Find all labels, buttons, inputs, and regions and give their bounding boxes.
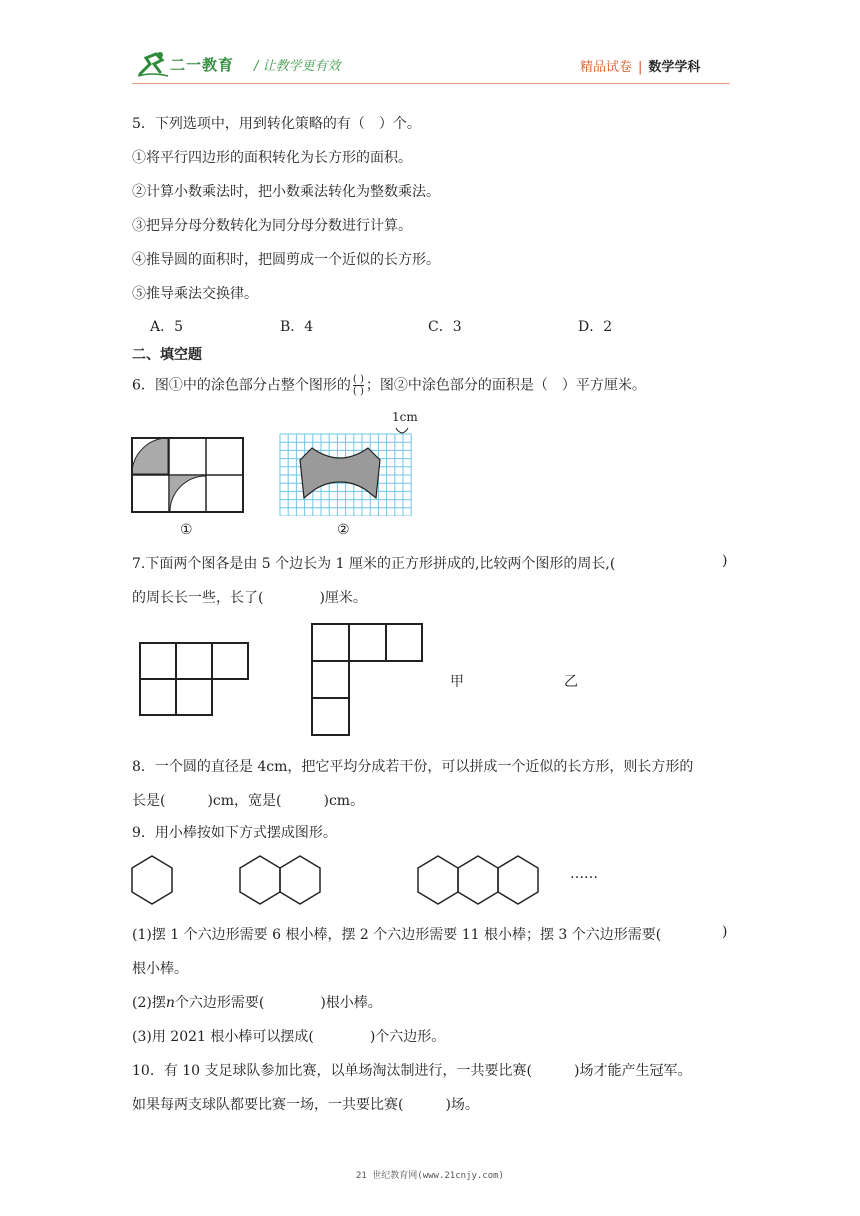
q7-figure-jia: [138, 641, 252, 719]
q7-line1-end: ): [722, 553, 728, 569]
q5-option-a: A．5: [150, 319, 184, 335]
brand-name: 二一教育: [170, 56, 235, 74]
q5-item-3: ③把异分母分数转化为同分母分数进行计算。: [132, 218, 412, 234]
q9-sub3: (3)用 2021 根小棒可以摆成( )个六边形。: [132, 1029, 446, 1045]
q6-figure-2: [278, 424, 412, 516]
footer-source: 21 世纪教育网(www.21cnjy.com): [356, 1171, 504, 1181]
q10-line1: 10．有 10 支足球队参加比赛，以单场淘汰制进行，一共要比赛( )场才能产生冠军。: [132, 1063, 692, 1079]
q7-label-jia: 甲: [450, 674, 464, 690]
q6-fig2-label: ②: [337, 522, 350, 538]
q9-sub1-cont: 根小棒。: [132, 961, 188, 977]
q9-hexagon-figures: [128, 854, 548, 906]
q6-frac-den: ( ): [352, 386, 364, 397]
q9-hex-1: [132, 856, 172, 904]
q9-sub2: [132, 992, 382, 1012]
q9-sub1: (1)摆 1 个六边形需要 6 根小棒，摆 2 个六边形需要 11 根小棒；摆 3 个六边形需要(: [132, 927, 662, 943]
q6-figure-1: [130, 436, 246, 516]
q6-fraction: [353, 374, 364, 397]
q9-hex-3a: [418, 856, 458, 904]
q6-fig2-shape: [300, 448, 380, 498]
q10-line2: 如果每两支球队都要比赛一场，一共要比赛( )场。: [132, 1097, 479, 1113]
header-tags: [580, 56, 700, 75]
q8-line2: 长是( )cm，宽是( )cm。: [132, 793, 365, 809]
q9-ellipsis: ……: [570, 866, 598, 882]
brand-slogan: / 让教学更有效: [254, 59, 341, 74]
q6-stem-a: 6．图①中的涂色部分占整个图形的: [132, 377, 351, 394]
q6-stem: [132, 374, 646, 397]
header-divider: [132, 83, 730, 84]
q9-hex-3c: [498, 856, 538, 904]
q5-option-d: D．2: [578, 319, 613, 335]
q5-option-b: B．4: [280, 319, 314, 335]
tag-quality-paper: 精品试卷: [580, 60, 633, 75]
q7-line2: 的周长长一些，长了( )厘米。: [132, 590, 367, 606]
q5-item-4: ④推导圆的面积时，把圆剪成一个近似的长方形。: [132, 252, 440, 268]
q6-fig1-shade-c: [170, 476, 206, 512]
q9-sub2-a: (2)摆: [132, 995, 166, 1011]
section-fill-in-title: 二、填空题: [132, 347, 202, 363]
q6-fig1-label: ①: [180, 522, 193, 538]
q9-sub2-var: n: [165, 995, 175, 1011]
tag-subject: 数学学科: [648, 60, 701, 75]
q9-sub2-b: 个六边形需要( )根小棒。: [174, 995, 382, 1011]
q9-hex-2a: [240, 856, 280, 904]
q6-fig1-shade-a: [132, 438, 168, 474]
q9-hex-2b: [280, 856, 320, 904]
q6-unit-label: 1cm: [392, 410, 418, 424]
q5-item-5: ⑤推导乘法交换律。: [132, 286, 258, 302]
q7-line1: 7.下面两个图各是由 5 个边长为 1 厘米的正方形拼成的,比较两个图形的周长,(: [132, 556, 616, 572]
q7-label-yi: 乙: [564, 674, 578, 690]
q8-line1: 8．一个圆的直径是 4cm，把它平均分成若干份，可以拼成一个近似的长方形，则长方形的: [132, 759, 694, 775]
q9-sub1-end: ): [722, 924, 728, 940]
q5-item-2: ②计算小数乘法时，把小数乘法转化为整数乘法。: [132, 184, 440, 200]
tag-separator: |: [638, 60, 643, 75]
q6-stem-b: ；图②中涂色部分的面积是（ ）平方厘米。: [365, 377, 646, 394]
q6-frac-num: ( ): [352, 374, 364, 385]
q5-item-1: ①将平行四边形的面积转化为长方形的面积。: [132, 150, 412, 166]
q5-option-c: C．3: [428, 319, 462, 335]
q9-stem: 9．用小棒按如下方式摆成图形。: [132, 825, 337, 841]
q5-stem: 5．下列选项中，用到转化策略的有（ ）个。: [132, 116, 421, 132]
q7-figure-yi: [310, 622, 424, 738]
q9-hex-3b: [458, 856, 498, 904]
brand-logo-icon: [136, 50, 170, 78]
